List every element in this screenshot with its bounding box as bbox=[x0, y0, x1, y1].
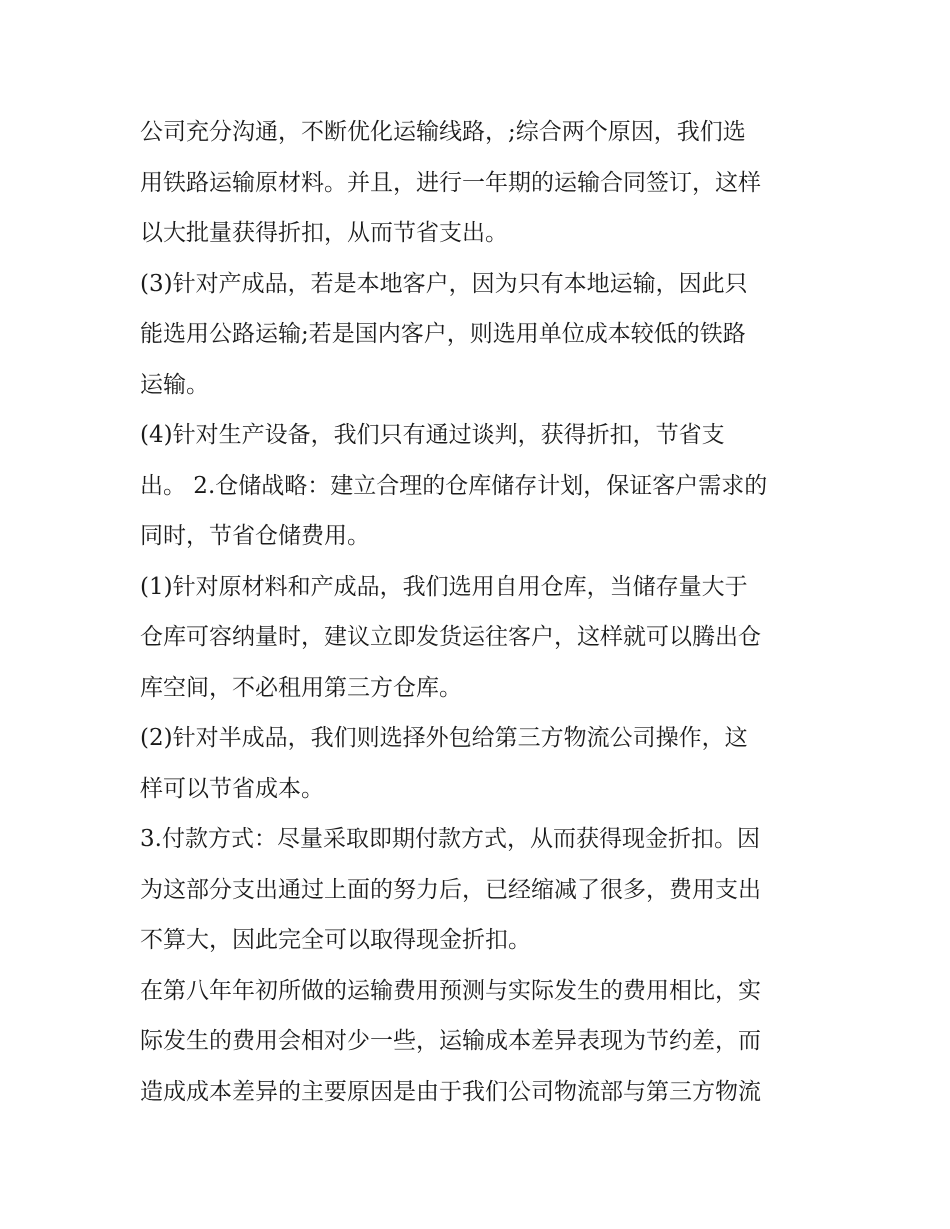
text-line: 同时，节省仓储费用。 bbox=[140, 523, 370, 549]
text-line: 出。 2.仓储战略：建立合理的仓库储存计划，保证客户需求的 bbox=[140, 472, 768, 499]
text-line: 样可以节省成本。 bbox=[140, 775, 324, 802]
text-line: 3.付款方式：尽量采取即期付款方式，从而获得现金折扣。因 bbox=[140, 826, 760, 852]
text-line: 公司充分沟通，不断优化运输线路，;综合两个原因，我们选 bbox=[140, 119, 746, 145]
document-body bbox=[140, 107, 820, 1117]
text-line: (3)针对产成品，若是本地客户，因为只有本地运输，因此只 bbox=[140, 270, 748, 297]
text-line: 能选用公路运输;若是国内客户，则选用单位成本较低的铁路 bbox=[140, 321, 746, 347]
text-line: 不算大，因此完全可以取得现金折扣。 bbox=[140, 927, 531, 953]
text-line: 以大批量获得折扣，从而节省支出。 bbox=[140, 220, 508, 246]
text-line: 仓库可容纳量时，建议立即发货运往客户，这样就可以腾出仓 bbox=[140, 624, 761, 650]
text-line: 在第八年年初所做的运输费用预测与实际发生的费用相比，实 bbox=[140, 977, 761, 1004]
text-line: 造成成本差异的主要原因是由于我们公司物流部与第三方物流 bbox=[140, 1078, 761, 1105]
text-line: 运输。 bbox=[140, 371, 209, 398]
text-line: 际发生的费用会相对少一些，运输成本差异表现为节约差，而 bbox=[140, 1028, 761, 1054]
text-line: (2)针对半成品，我们则选择外包给第三方物流公司操作，这 bbox=[140, 725, 748, 751]
text-line: 用铁路运输原材料。并且，进行一年期的运输合同签订，这样 bbox=[140, 169, 761, 196]
text-line: (1)针对原材料和产成品，我们选用自用仓库，当储存量大于 bbox=[140, 573, 748, 600]
text-line: 为这部分支出通过上面的努力后，已经缩减了很多，费用支出 bbox=[140, 876, 761, 903]
text-line: (4)针对生产设备，我们只有通过谈判，获得折扣，节省支 bbox=[140, 422, 725, 448]
text-line: 库空间，不必租用第三方仓库。 bbox=[140, 674, 462, 701]
